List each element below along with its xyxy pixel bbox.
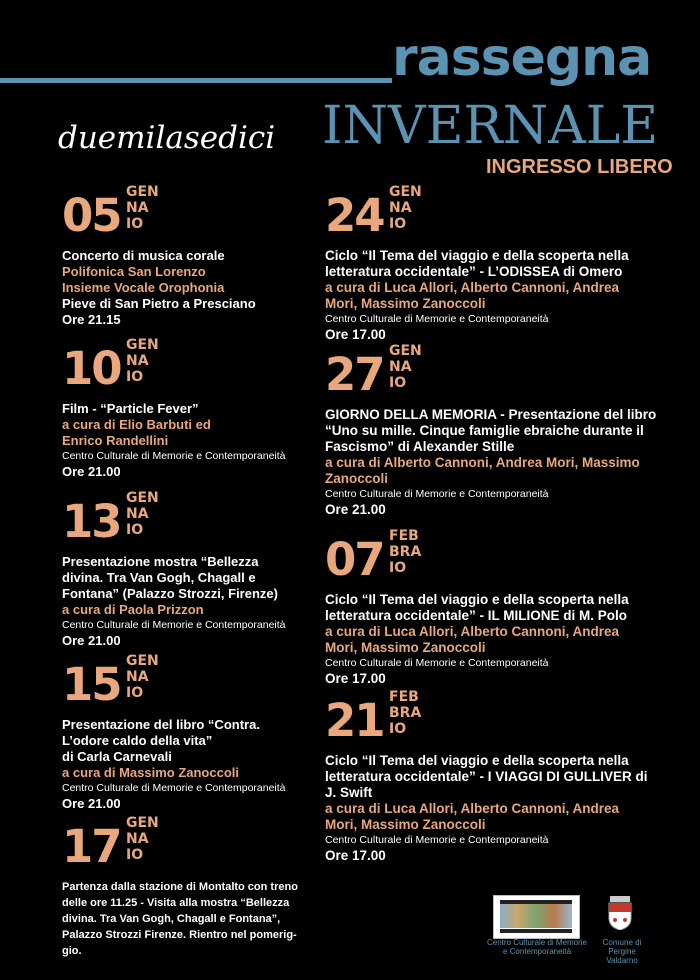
event-text-line: Film - “Particle Fever” <box>62 401 199 416</box>
event-text-line: Ore 17.00 <box>325 671 386 686</box>
event-text-line: Concerto di musica corale <box>62 248 225 263</box>
event-text-line: Fascismo” di Alexander Stille <box>325 439 515 454</box>
event-text-line: divina. Tra Van Gogh, Chagall e Fontana”, <box>62 913 281 925</box>
month-syllable: FEB <box>389 528 419 544</box>
event-day: 24 <box>325 189 384 242</box>
year-subtitle: duemilasedici <box>58 120 276 156</box>
ingresso-libero: INGRESSO LIBERO <box>486 156 673 178</box>
event-date <box>62 653 286 717</box>
event-text-line: Ciclo “Il Tema del viaggio e della scoperta nella <box>325 248 629 263</box>
event-venue-line: Centro Culturale di Memorie e Contemporaneità <box>325 488 549 500</box>
event-curator-line: a cura di Luca Allori, Alberto Cannoni, Andrea <box>325 280 620 295</box>
month-syllable: IO <box>389 721 407 737</box>
event-text-line: divina. Tra Van Gogh, Chagall e <box>62 570 256 585</box>
centro-culturale-logo <box>493 895 580 939</box>
month-syllable: NA <box>126 831 149 847</box>
event-month <box>389 184 422 232</box>
month-syllable: BRA <box>389 544 422 560</box>
event-date <box>325 343 656 407</box>
centro-caption-line: e Contemporaneità <box>502 947 572 956</box>
event-month <box>389 343 422 391</box>
event-text-line: letteratura occidentale” - I VIAGGI DI GULLIVER di <box>325 769 648 784</box>
month-syllable: BRA <box>389 705 422 721</box>
event-text-line: di Carla Carnevali <box>62 749 172 764</box>
month-syllable: IO <box>389 375 407 391</box>
event-8 <box>325 689 648 864</box>
event-text-line: Ore 21.00 <box>62 796 121 811</box>
event-curator-line: Mori, Massimo Zanoccoli <box>325 640 486 655</box>
month-syllable: IO <box>389 560 407 576</box>
top-rule <box>0 78 392 83</box>
event-1 <box>62 337 286 480</box>
event-month <box>389 528 421 576</box>
comune-caption-line: Comune di <box>602 938 642 947</box>
month-syllable: IO <box>126 369 144 385</box>
month-syllable: GEN <box>389 184 422 200</box>
title-rassegna: rassegna <box>392 28 652 88</box>
month-syllable: NA <box>126 506 149 522</box>
event-7 <box>325 528 629 687</box>
event-venue-line: Centro Culturale di Memorie e Contemporaneità <box>325 657 549 669</box>
event-day: 05 <box>62 189 121 242</box>
centro-caption-line: Centro Culturale di Memorie <box>486 938 588 947</box>
month-syllable: NA <box>389 200 412 216</box>
month-syllable: GEN <box>126 184 159 200</box>
event-3 <box>62 653 286 812</box>
month-syllable: IO <box>126 216 144 232</box>
event-curator-line: a cura di Alberto Cannoni, Andrea Mori, Massimo <box>325 455 640 470</box>
event-curator-line: Polifonica San Lorenzo <box>62 264 206 279</box>
event-venue-line: Centro Culturale di Memorie e Contemporaneità <box>62 450 286 462</box>
event-day: 27 <box>325 348 384 401</box>
event-2 <box>62 490 286 649</box>
event-text-line: Palazzo Strozzi Firenze. Rientro nel pomerig- <box>62 929 297 941</box>
month-syllable: NA <box>126 669 149 685</box>
event-date <box>62 490 286 554</box>
month-syllable: GEN <box>126 337 159 353</box>
event-day: 17 <box>62 820 121 873</box>
event-text-line: delle ore 11.25 - Visita alla mostra “Bellezza <box>62 897 290 909</box>
event-text-line: Pieve di San Pietro a Presciano <box>62 296 256 311</box>
event-text-line: letteratura occidentale” - L’ODISSEA di Omero <box>325 264 623 279</box>
month-syllable: IO <box>126 685 144 701</box>
event-text-line: Ore 21.00 <box>325 502 386 517</box>
event-text-line: letteratura occidentale” - IL MILIONE di M. Polo <box>325 608 628 623</box>
event-month <box>126 337 159 385</box>
event-text-line: J. Swift <box>325 785 373 800</box>
event-date <box>325 689 648 753</box>
event-curator-line: a cura di Luca Allori, Alberto Cannoni, Andrea <box>325 801 620 816</box>
event-day: 21 <box>325 694 384 747</box>
event-curator-line: Enrico Randellini <box>62 433 169 448</box>
event-month <box>126 653 159 701</box>
event-text-line: Ore 17.00 <box>325 327 386 342</box>
event-date <box>325 528 629 592</box>
event-text-line: Presentazione mostra “Bellezza <box>62 554 259 569</box>
event-month <box>126 184 159 232</box>
event-text-line: Ore 21.00 <box>62 633 121 648</box>
month-syllable: GEN <box>126 490 159 506</box>
event-day: 15 <box>62 658 121 711</box>
event-venue-line: Centro Culturale di Memorie e Contemporaneità <box>62 782 286 794</box>
event-text-line: gio. <box>62 945 82 957</box>
event-date <box>62 337 286 401</box>
comune-caption-line: Pergine Valdarno <box>606 947 638 965</box>
event-5 <box>325 184 629 343</box>
event-curator-line: Mori, Massimo Zanoccoli <box>325 817 486 832</box>
event-day: 10 <box>62 342 121 395</box>
month-syllable: GEN <box>126 815 159 831</box>
event-text-line: L’odore caldo della vita” <box>62 733 213 748</box>
event-date <box>62 815 298 879</box>
event-curator-line: a cura di Elio Barbuti ed <box>62 417 211 432</box>
month-syllable: IO <box>389 216 407 232</box>
event-6 <box>325 343 657 518</box>
event-curator-line: a cura di Luca Allori, Alberto Cannoni, Andrea <box>325 624 620 639</box>
event-month <box>389 689 421 737</box>
event-curator-line: Mori, Massimo Zanoccoli <box>325 296 486 311</box>
event-text-line: Ciclo “Il Tema del viaggio e della scoperta nella <box>325 753 629 768</box>
title-invernale: INVERNALE <box>322 96 659 156</box>
event-text-line: Partenza dalla stazione di Montalto con treno <box>62 881 298 893</box>
event-venue-line: Centro Culturale di Memorie e Contemporaneità <box>325 313 549 325</box>
month-syllable: FEB <box>389 689 419 705</box>
event-curator-line: a cura di Massimo Zanoccoli <box>62 765 239 780</box>
month-syllable: GEN <box>126 653 159 669</box>
comune-crest-icon <box>607 896 633 930</box>
event-curator-line: Insieme Vocale Orophonia <box>62 280 225 295</box>
event-day: 07 <box>325 533 384 586</box>
event-text-line: Ore 17.00 <box>325 848 386 863</box>
event-text-line: Fontana” (Palazzo Strozzi, Firenze) <box>62 586 278 601</box>
event-text-line: Presentazione del libro “Contra. <box>62 717 260 732</box>
event-0 <box>62 184 256 328</box>
event-4 <box>62 815 298 959</box>
event-curator-line: Zanoccoli <box>325 471 389 486</box>
event-text-line: Ciclo “Il Tema del viaggio e della scoperta nella <box>325 592 629 607</box>
month-syllable: NA <box>389 359 412 375</box>
comune-caption <box>596 938 648 965</box>
month-syllable: IO <box>126 522 144 538</box>
event-text-line: GIORNO DELLA MEMORIA - Presentazione del libro <box>325 407 657 422</box>
month-syllable: NA <box>126 353 149 369</box>
month-syllable: NA <box>126 200 149 216</box>
month-syllable: IO <box>126 847 144 863</box>
event-text-line: “Uno su mille. Cinque famiglie ebraiche durante il <box>325 423 644 438</box>
event-month <box>126 815 159 863</box>
event-venue-line: Centro Culturale di Memorie e Contemporaneità <box>62 619 286 631</box>
event-venue-line: Centro Culturale di Memorie e Contemporaneità <box>325 834 549 846</box>
event-text-line: Ore 21.15 <box>62 312 121 327</box>
event-day: 13 <box>62 495 121 548</box>
event-curator-line: a cura di Paola Prizzon <box>62 602 204 617</box>
event-date <box>325 184 629 248</box>
event-text-line: Ore 21.00 <box>62 464 121 479</box>
event-month <box>126 490 159 538</box>
event-date <box>62 184 256 248</box>
centro-culturale-caption <box>482 938 592 956</box>
month-syllable: GEN <box>389 343 422 359</box>
